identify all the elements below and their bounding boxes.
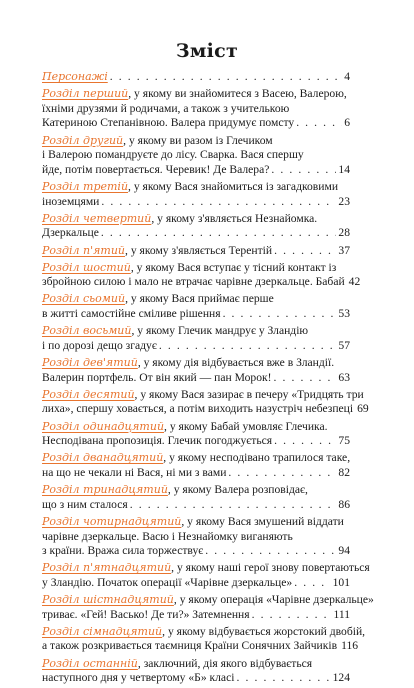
dot-leader [101,226,337,241]
toc-entry-line [42,102,350,117]
chapter-description: чарівне дзеркальце. Васю і Незнайомку виганяють [42,529,293,543]
chapter-title: Розділ перший [42,87,129,101]
toc-entry-line [42,466,350,481]
page-number: 4 [344,70,350,83]
toc-entry-line [42,608,350,623]
toc-entry[interactable] [42,87,350,131]
chapter-description: , у якому Бабай умовляє Глечика. [164,419,328,433]
chapter-title: Розділ п'ятнадцятий [42,561,172,575]
toc-entry[interactable] [42,451,350,480]
chapter-description: їхніми друзями й родичами, а також з учителькою [42,101,290,115]
toc-entry-line [42,339,350,354]
toc-entry-line [42,639,359,654]
toc-entry[interactable] [42,212,350,241]
chapter-description: , у якому ви разом із Глечиком [123,133,273,147]
chapter-description: триває. «Гей! Васько! Де ти?» Затемнення [42,607,250,621]
toc-entry[interactable] [42,324,350,353]
chapter-description: наступного дня у четвертому «Б» класі [42,671,235,685]
page-number: 28 [338,226,350,240]
dot-leader [223,307,337,322]
toc-entry-line [42,544,350,559]
chapter-title: Розділ третій [42,179,129,193]
toc-entry-line [42,163,350,178]
chapter-description: Дзеркальце [42,226,99,240]
table-of-contents [42,70,374,688]
toc-entry[interactable] [42,657,350,686]
chapter-title: Розділ дванадцятий [42,451,164,465]
chapter-description: , у якому з'являється Незнайомка. [151,211,318,225]
toc-entry-line [42,307,350,322]
page-number: 116 [341,639,359,653]
toc-entry[interactable] [42,244,350,259]
toc-entry-line [42,212,350,227]
toc-entry[interactable] [42,180,350,209]
chapter-description: на що не чекали ні Вася, ні ми з вами [42,465,227,479]
toc-entry-line [42,261,350,276]
chapter-description: лиха», спершу ховається, а потім виходить назустріч небезпеці [42,402,354,416]
chapter-title: Розділ шостий [42,260,131,274]
toc-entry-line [42,434,350,449]
chapter-description: , у якому Вася змушений віддати [181,514,344,528]
chapter-description: , у якому відбувається жорстокий двобій, [162,624,366,638]
toc-entry-line [42,451,350,466]
chapter-title: Розділ четвертий [42,211,152,225]
toc-entry[interactable] [42,561,370,590]
page-number: 6 [344,116,350,130]
page-number: 23 [338,194,350,208]
toc-entry-line [42,244,350,259]
dot-leader [274,244,336,259]
chapter-title: Розділ восьмий [42,324,132,338]
chapter-description: , у якому Вася знайомиться із загадковими [128,179,339,193]
toc-entry-line [42,483,350,498]
toc-entry-line [42,657,350,672]
page-number: 63 [338,370,350,384]
dot-leader [274,371,337,386]
page-number: 101 [332,575,350,589]
toc-entry-line [42,624,366,640]
chapter-description: Несподівана пропозиція. Глечик погоджується [42,434,273,448]
toc-entry[interactable] [42,420,350,449]
chapter-description: що з ним сталося [42,497,128,511]
chapter-description: , у якому несподівано трапилося таке, [163,451,351,465]
page-number: 69 [357,402,369,416]
toc-entry[interactable] [42,356,350,385]
page-title: Зміст [175,40,239,62]
chapter-description: іноземцями [42,194,100,208]
chapter-description: і Валерою помандруєте до лісу. Сварка. Вася спершу [42,148,304,162]
toc-entry[interactable] [42,515,350,559]
toc-entry-line [42,498,350,513]
toc-entry[interactable] [42,387,369,417]
toc-entry-line [42,324,350,339]
chapter-description: йде, потім повертається. Черевик! Де Валера? [42,162,270,176]
page-number: 94 [338,544,350,558]
toc-entry-line [42,402,369,417]
toc-entry-line [42,226,350,241]
chapter-description: , у якому дія відбувається вже в Зландії. [137,356,335,370]
page-number: 57 [338,338,350,352]
chapter-description: збройною силою і мало не втрачає чарівне дзеркальце. Бабай [42,275,345,289]
dot-leader [101,195,336,210]
chapter-description: і по дорозі дещо згадує [42,338,157,352]
dot-leader [274,434,336,449]
chapter-title: Розділ чотирнадцятий [42,514,182,528]
page-number: 111 [333,607,350,621]
chapter-title: Розділ другий [42,133,124,147]
toc-entry[interactable] [42,292,350,321]
chapter-description: , у якому з'являється Терентій [125,243,273,257]
chapter-description: , заключний, дія якого відбувається [137,656,313,670]
page-number: 37 [338,243,350,257]
toc-entry-line [42,87,350,102]
toc-entry-line [42,148,350,163]
toc-entry-line [42,134,350,149]
chapter-description: , у якому наші герої знову повертаються [171,561,370,575]
toc-entry[interactable] [42,260,361,290]
toc-entry[interactable] [42,70,350,85]
chapter-description: Катериною Степанівною. Валера придумує помсту [42,116,295,130]
dot-leader [130,498,337,513]
dot-leader [110,70,342,85]
dot-leader [271,163,336,178]
toc-entry-line [42,180,350,195]
toc-entry-line [42,356,350,371]
chapter-description: , у якому Глечик мандрує у Зландію [131,324,309,338]
page-number: 53 [338,307,350,321]
chapter-description: Валерин портфель. От він який — пан Морок! [42,370,272,384]
toc-entry-line [42,275,361,290]
dot-leader [294,576,330,591]
page-number: 86 [338,497,350,511]
chapter-description: в житті самостійне сміливе рішення [42,307,221,321]
chapter-description: , у якому операція «Чарівне дзеркальце» [173,593,374,607]
chapter-description: , у якому Вася приймає перше [125,292,274,306]
toc-entry-line [42,530,350,545]
page-number: 14 [338,162,350,176]
dot-leader [296,116,342,131]
page-number: 42 [348,275,361,289]
toc-entry[interactable] [42,483,350,512]
toc-entry-line [42,671,350,686]
toc-entry-line [42,576,350,591]
chapter-title: Персонажі [42,70,108,83]
chapter-description: а також розкривається таємниця Країни Сонячних Зайчиків [42,639,338,653]
toc-entry-line [42,420,350,435]
dot-leader [252,608,332,623]
page-number: 82 [338,465,350,479]
toc-entry-line [42,561,370,576]
toc-entry-line [42,371,350,386]
chapter-description: , у якому ви знайомитеся з Васею, Валерою, [128,87,347,101]
toc-entry[interactable] [42,593,374,622]
toc-entry-line [42,387,364,403]
toc-entry-line [42,116,350,131]
chapter-description: з країни. Вража сила торжествує [42,544,204,558]
toc-entry[interactable] [42,624,366,654]
dot-leader [236,671,330,686]
chapter-title: Розділ шістнадцятий [42,593,174,607]
toc-entry-line [42,515,350,530]
dot-leader [205,544,336,559]
chapter-description: , у якому Вася вступає у тісний контакт із [130,260,337,274]
toc-entry[interactable] [42,134,350,178]
chapter-title: Розділ сімнадцятий [42,624,163,638]
chapter-description: у Зландію. Початок операції «Чарівне дзеркальце» [42,575,293,589]
toc-entry-line [42,70,350,85]
chapter-title: Розділ дев'ятий [42,356,138,370]
toc-entry-line [42,195,350,210]
page-number: 75 [338,434,350,448]
chapter-description: , у якому Вася зазирає в печеру «Тридцять три [134,387,364,401]
chapter-title: Розділ десятий [42,387,135,401]
chapter-title: Розділ п'ятий [42,243,126,257]
toc-entry-line [42,593,374,608]
dot-leader [228,466,336,481]
toc-entry-line [42,292,350,307]
chapter-title: Розділ останній [42,656,138,670]
chapter-title: Розділ одинадцятий [42,419,165,433]
dot-leader [159,339,337,354]
chapter-description: , у якому Валера розповідає, [167,483,308,497]
chapter-title: Розділ тринадцятий [42,483,168,497]
chapter-title: Розділ сьомий [42,292,126,306]
page-number: 124 [332,671,350,685]
